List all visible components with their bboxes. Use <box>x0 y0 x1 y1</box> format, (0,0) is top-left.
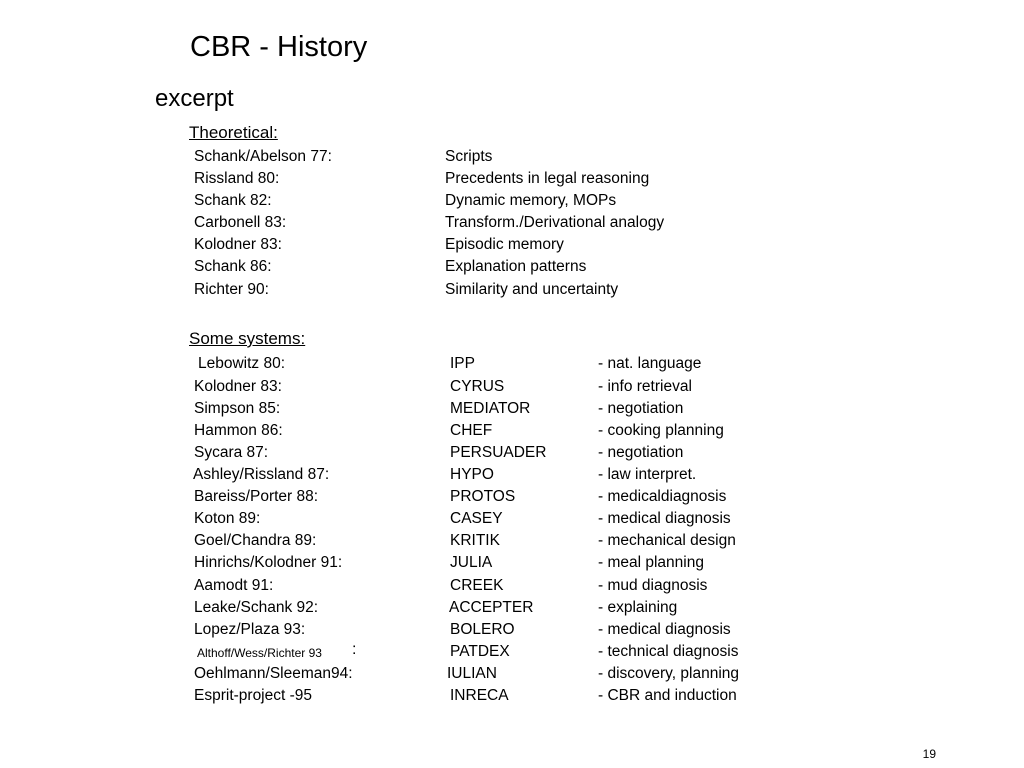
theoretical-row <box>0 281 1024 303</box>
system-author: Aamodt 91: <box>194 577 274 594</box>
theoretical-topic: Similarity and uncertainty <box>445 281 619 298</box>
system-domain: - medical diagnosis <box>598 621 731 638</box>
system-domain: - info retrieval <box>598 378 692 395</box>
system-domain: - explaining <box>598 599 678 616</box>
system-domain: - cooking planning <box>598 422 724 439</box>
system-row <box>0 400 1024 422</box>
system-author: Simpson 85: <box>194 400 281 417</box>
system-name: IPP <box>450 355 475 372</box>
system-name: PATDEX <box>450 643 510 660</box>
system-author: Goel/Chandra 89: <box>194 532 317 549</box>
system-row <box>0 665 1024 687</box>
system-domain: - meal planning <box>598 554 704 571</box>
theoretical-topic: Explanation patterns <box>445 258 587 275</box>
slide-subtitle: excerpt <box>155 85 234 112</box>
system-row <box>0 466 1024 488</box>
system-row <box>0 444 1024 466</box>
system-row <box>0 621 1024 643</box>
system-domain: - discovery, planning <box>598 665 740 682</box>
system-author: Oehlmann/Sleeman94: <box>194 665 353 682</box>
theoretical-topic: Transform./Derivational analogy <box>445 214 665 231</box>
system-name: JULIA <box>450 554 493 571</box>
system-name: KRITIK <box>450 532 500 549</box>
system-author: Althoff/Wess/Richter 93 <box>197 646 322 660</box>
theoretical-author: Carbonell 83: <box>194 214 287 231</box>
system-name: HYPO <box>450 466 494 483</box>
theoretical-row <box>0 192 1024 214</box>
system-row <box>0 599 1024 621</box>
system-author: Bareiss/Porter 88: <box>194 488 319 505</box>
system-domain: - nat. language <box>598 355 702 372</box>
system-row <box>0 378 1024 400</box>
page-number: 19 <box>922 747 936 761</box>
system-domain: - mechanical design <box>598 532 736 549</box>
system-row <box>0 510 1024 532</box>
system-author: Lebowitz 80: <box>198 355 286 372</box>
system-author: Ashley/Rissland 87: <box>193 466 330 483</box>
system-author: Hinrichs/Kolodner 91: <box>194 554 343 571</box>
system-row <box>0 687 1024 709</box>
system-row <box>0 554 1024 576</box>
system-author: Sycara 87: <box>194 444 269 461</box>
theoretical-row <box>0 236 1024 258</box>
system-author: Hammon 86: <box>194 422 283 439</box>
theoretical-row <box>0 258 1024 280</box>
theoretical-author: Richter 90: <box>194 281 269 298</box>
theoretical-topic: Dynamic memory, MOPs <box>445 192 617 209</box>
system-row <box>0 488 1024 510</box>
system-name: MEDIATOR <box>450 400 531 417</box>
theoretical-row <box>0 148 1024 170</box>
theoretical-topic: Scripts <box>445 148 493 165</box>
system-row <box>0 532 1024 554</box>
system-name: CYRUS <box>450 378 505 395</box>
system-author: Lopez/Plaza 93: <box>194 621 306 638</box>
theoretical-author: Schank 86: <box>194 258 272 275</box>
system-row <box>0 643 1024 665</box>
slide-title: CBR - History <box>190 31 368 63</box>
system-domain: - medicaldiagnosis <box>598 488 727 505</box>
system-author: Leake/Schank 92: <box>194 599 319 616</box>
theoretical-row <box>0 214 1024 236</box>
system-domain: - law interpret. <box>598 466 697 483</box>
system-name: CHEF <box>450 422 493 439</box>
system-domain: - negotiation <box>598 400 684 417</box>
system-domain: - mud diagnosis <box>598 577 708 594</box>
system-name: PERSUADER <box>450 444 547 461</box>
theoretical-heading: Theoretical: <box>189 123 278 142</box>
theoretical-author: Kolodner 83: <box>194 236 282 253</box>
system-name: BOLERO <box>450 621 515 638</box>
system-name: PROTOS <box>450 488 516 505</box>
system-row <box>0 355 1024 377</box>
theoretical-author: Schank/Abelson 77: <box>194 148 332 165</box>
system-name: CREEK <box>450 577 504 594</box>
system-author-colon: : <box>352 641 357 658</box>
system-row <box>0 577 1024 599</box>
system-domain: - medical diagnosis <box>598 510 731 527</box>
system-name: IULIAN <box>447 665 497 682</box>
system-domain: - CBR and induction <box>598 687 737 704</box>
theoretical-author: Schank 82: <box>194 192 272 209</box>
theoretical-topic: Episodic memory <box>445 236 564 253</box>
system-domain: - negotiation <box>598 444 684 461</box>
system-author: Kolodner 83: <box>194 378 282 395</box>
system-row <box>0 422 1024 444</box>
system-author: Koton 89: <box>194 510 261 527</box>
theoretical-row <box>0 170 1024 192</box>
system-name: ACCEPTER <box>449 599 534 616</box>
systems-heading: Some systems: <box>189 329 306 348</box>
system-name: INRECA <box>450 687 509 704</box>
system-domain: - technical diagnosis <box>598 643 739 660</box>
system-author: Esprit-project -95 <box>194 687 313 704</box>
system-name: CASEY <box>450 510 503 527</box>
theoretical-author: Rissland 80: <box>194 170 280 187</box>
theoretical-topic: Precedents in legal reasoning <box>445 170 650 187</box>
